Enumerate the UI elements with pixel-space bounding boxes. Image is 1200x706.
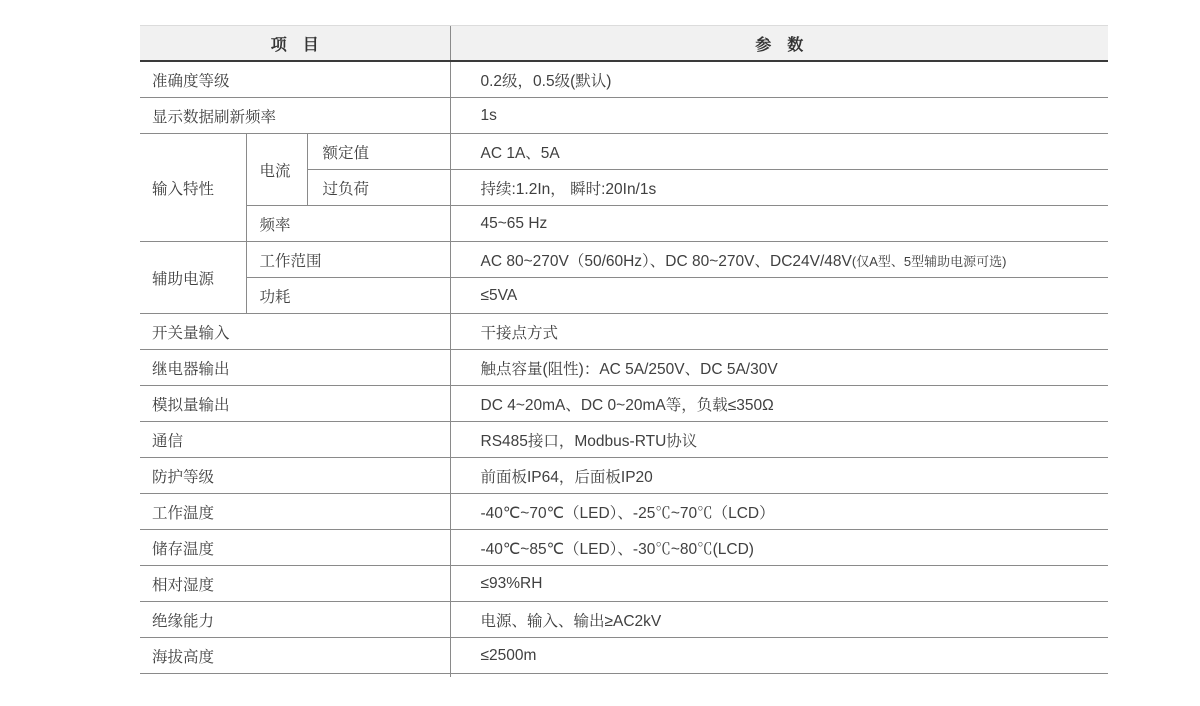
table-row: [140, 242, 1108, 278]
row-value-analog-output: DC 4~20mA、DC 0~20mA等，负载≤350Ω: [450, 386, 1108, 422]
row-label-analog-output: 模拟量输出: [140, 386, 450, 422]
row-label-insulation: 绝缘能力: [140, 602, 450, 638]
row-value-digital-input: 干接点方式: [450, 314, 1108, 350]
row-label-rated-value: 额定值: [307, 134, 450, 170]
table-row: [140, 134, 1108, 170]
row-value-power-consumption: ≤5VA: [450, 278, 1108, 314]
row-value-frequency: 45~65 Hz: [450, 206, 1108, 242]
row-label-refresh-rate: 显示数据刷新频率: [140, 98, 450, 134]
row-label-operating-temp: 工作温度: [140, 494, 450, 530]
group-label-input-characteristics: 输入特性: [140, 134, 246, 242]
row-label-protection-grade: 防护等级: [140, 458, 450, 494]
column-header-item: 项 目: [140, 26, 450, 62]
row-value-accuracy: 0.2级，0.5级(默认): [450, 61, 1108, 98]
group-label-aux-power: 辅助电源: [140, 242, 246, 314]
table-row: [140, 602, 1108, 638]
table-row: [140, 494, 1108, 530]
table-row: [140, 350, 1108, 386]
row-label-relative-humidity: 相对湿度: [140, 566, 450, 602]
working-range-note: (仅A型、5型辅助电源可选): [851, 253, 1007, 269]
row-label-working-range: 工作范围: [246, 242, 450, 278]
row-label-power-consumption: 功耗: [246, 278, 450, 314]
row-label-storage-temp: 储存温度: [140, 530, 450, 566]
column-divider-stub: [450, 669, 451, 677]
row-value-altitude: ≤2500m: [450, 638, 1108, 674]
table-row: [140, 314, 1108, 350]
table-row: [140, 98, 1108, 134]
table-row: [140, 61, 1108, 98]
table-row: [140, 530, 1108, 566]
row-label-frequency: 频率: [246, 206, 450, 242]
row-label-digital-input: 开关量输入: [140, 314, 450, 350]
working-range-main: AC 80~270V（50/60Hz）、DC 80~270V、DC24V/48V: [480, 252, 852, 270]
row-value-operating-temp: -40℃~70℃（LED）、-25℃~70℃（LCD）: [450, 494, 1108, 530]
table-header-row: [140, 26, 1108, 62]
row-label-altitude: 海拔高度: [140, 638, 450, 674]
row-label-relay-output: 继电器输出: [140, 350, 450, 386]
row-value-insulation: 电源、输入、输出≥AC2kV: [450, 602, 1108, 638]
group-label-current: 电流: [246, 134, 307, 206]
row-value-rated-value: AC 1A、5A: [450, 134, 1108, 170]
table-row: [140, 386, 1108, 422]
row-value-protection-grade: 前面板IP64，后面板IP20: [450, 458, 1108, 494]
row-value-relative-humidity: ≤93%RH: [450, 566, 1108, 602]
table-row: [140, 638, 1108, 674]
spec-table: [140, 25, 1108, 674]
row-value-refresh-rate: 1s: [450, 98, 1108, 134]
row-value-overload: 持续:1.2In， 瞬时:20In/1s: [450, 170, 1108, 206]
row-value-working-range: [450, 242, 1108, 278]
row-label-accuracy: 准确度等级: [140, 61, 450, 98]
table-row: [140, 278, 1108, 314]
column-header-param: 参 数: [450, 26, 1108, 62]
row-label-overload: 过负荷: [307, 170, 450, 206]
table-row: [140, 422, 1108, 458]
row-value-storage-temp: -40℃~85℃（LED）、-30℃~80℃(LCD): [450, 530, 1108, 566]
row-value-relay-output: 触点容量(阻性)：AC 5A/250V、DC 5A/30V: [450, 350, 1108, 386]
table-row: [140, 566, 1108, 602]
table-row: [140, 458, 1108, 494]
table-row: [140, 206, 1108, 242]
row-label-communication: 通信: [140, 422, 450, 458]
row-value-communication: RS485接口，Modbus-RTU协议: [450, 422, 1108, 458]
